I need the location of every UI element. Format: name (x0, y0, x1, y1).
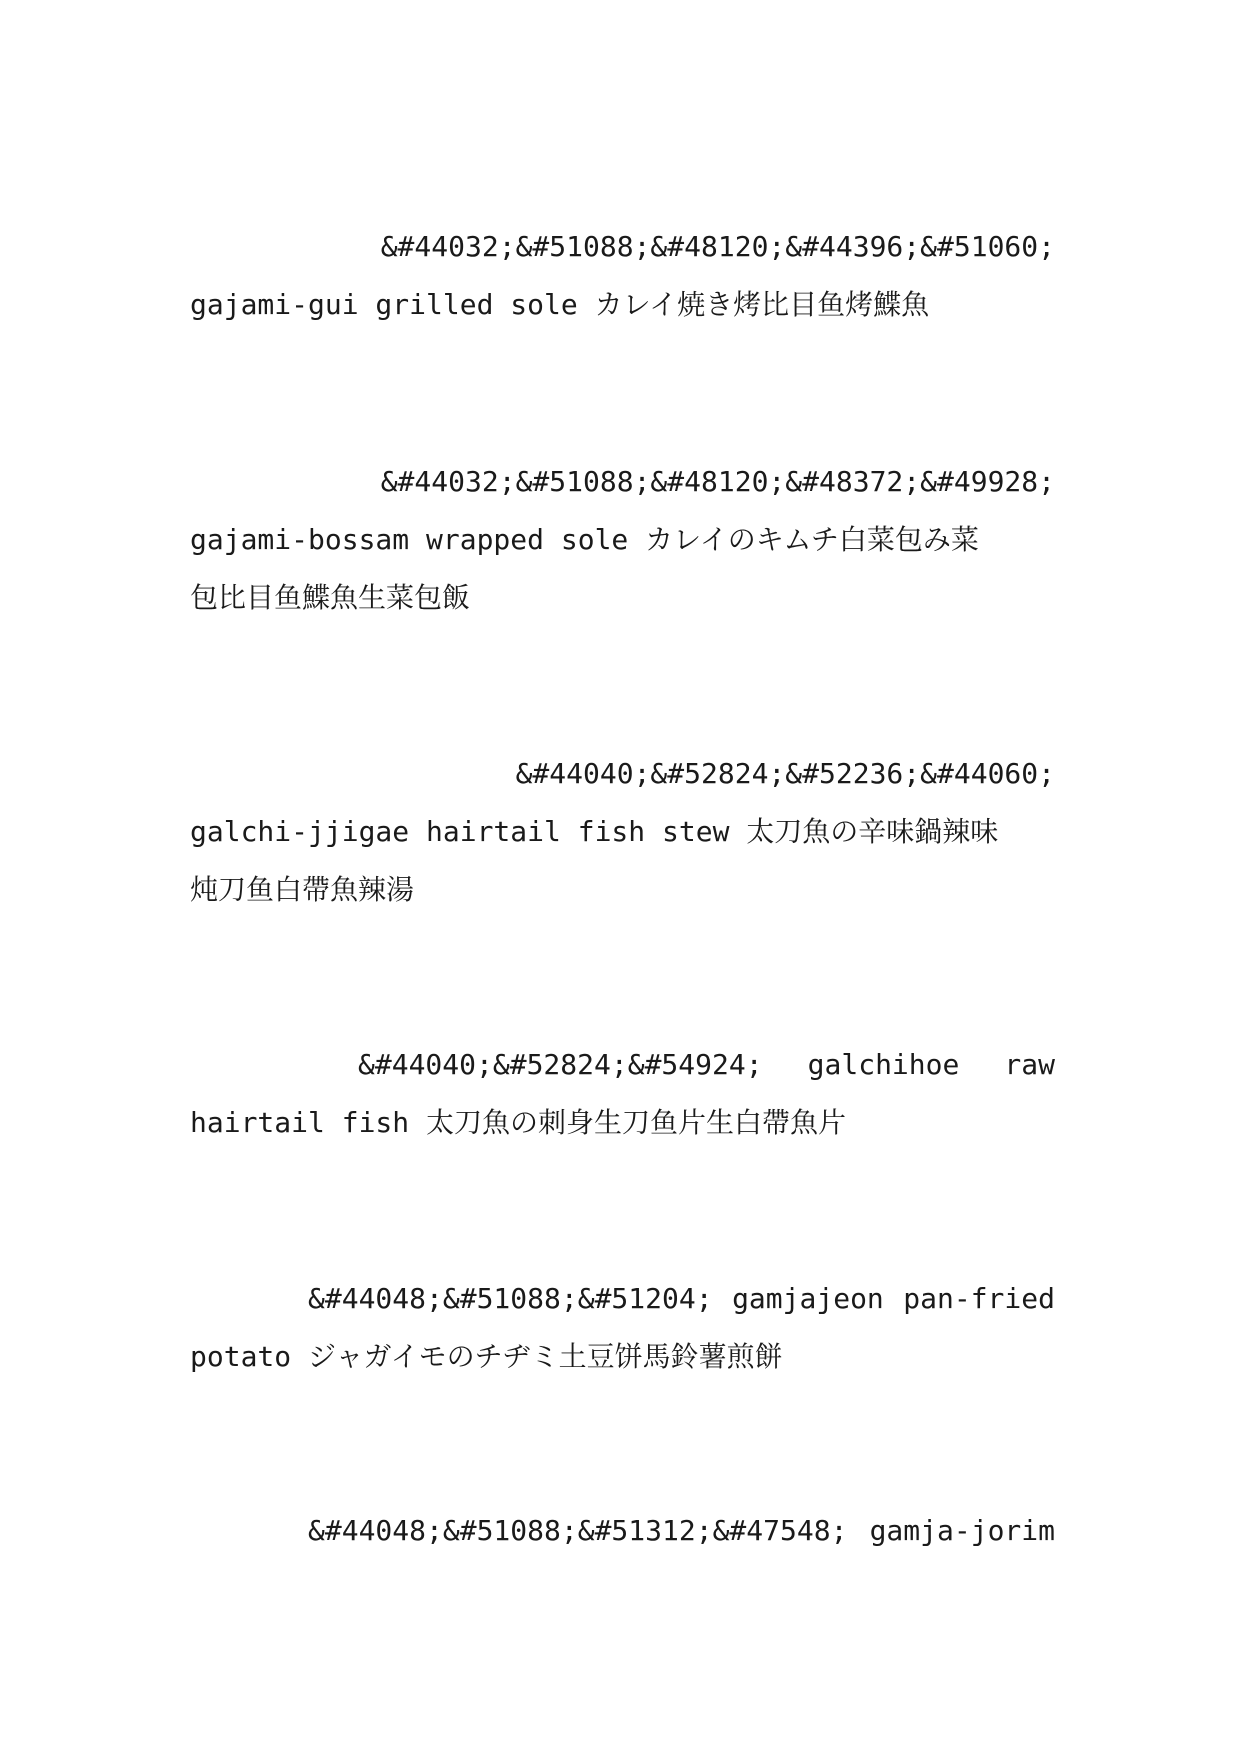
entry-first-line (190, 1036, 1055, 1094)
entry-translation: potato ジャガイモのチヂミ土豆饼馬鈴薯煎餅 (190, 1340, 783, 1373)
entry-first-line (190, 1270, 1055, 1328)
entry-translation: gajami-bossam wrapped sole カレイのキムチ白菜包み菜 (190, 523, 979, 556)
entry-translation-start: pan-fried (903, 1282, 1055, 1315)
entry-korean-code: &#44040;&#52824;&#54924; (358, 1048, 763, 1081)
entry-translation: gajami-gui grilled sole カレイ焼き烤比目鱼烤鰈魚 (190, 288, 930, 321)
dictionary-entry (190, 1036, 1055, 1152)
dictionary-entry (190, 1270, 1055, 1386)
dictionary-entry (190, 218, 1055, 334)
entry-translation-start: raw (1004, 1048, 1055, 1081)
entry-translation: hairtail fish 太刀魚の刺身生刀鱼片生白帶魚片 (190, 1106, 847, 1139)
entry-romanization: gamjajeon (732, 1282, 884, 1315)
entry-romanization: gamja-jorim (869, 1514, 1055, 1547)
entry-korean-code: &#44032;&#51088;&#48120;&#48372;&#49928; (380, 465, 1055, 498)
entry-korean-code: &#44048;&#51088;&#51312;&#47548; (308, 1514, 848, 1547)
dictionary-entry (190, 745, 1055, 919)
entry-korean-code: &#44032;&#51088;&#48120;&#44396;&#51060; (380, 230, 1055, 263)
entry-romanization: galchihoe (807, 1048, 960, 1081)
entry-first-line (190, 1502, 1055, 1560)
dictionary-entry (190, 453, 1055, 627)
entry-translation-continued: 炖刀鱼白帶魚辣湯 (190, 873, 415, 906)
entry-korean-code: &#44048;&#51088;&#51204; (308, 1282, 713, 1315)
entry-korean-code: &#44040;&#52824;&#52236;&#44060; (515, 757, 1055, 790)
entry-translation: galchi-jjigae hairtail fish stew 太刀魚の辛味鍋辣味 (190, 815, 999, 848)
dictionary-entry (190, 1502, 1055, 1560)
entry-translation-continued: 包比目鱼鰈魚生菜包飯 (190, 581, 471, 614)
